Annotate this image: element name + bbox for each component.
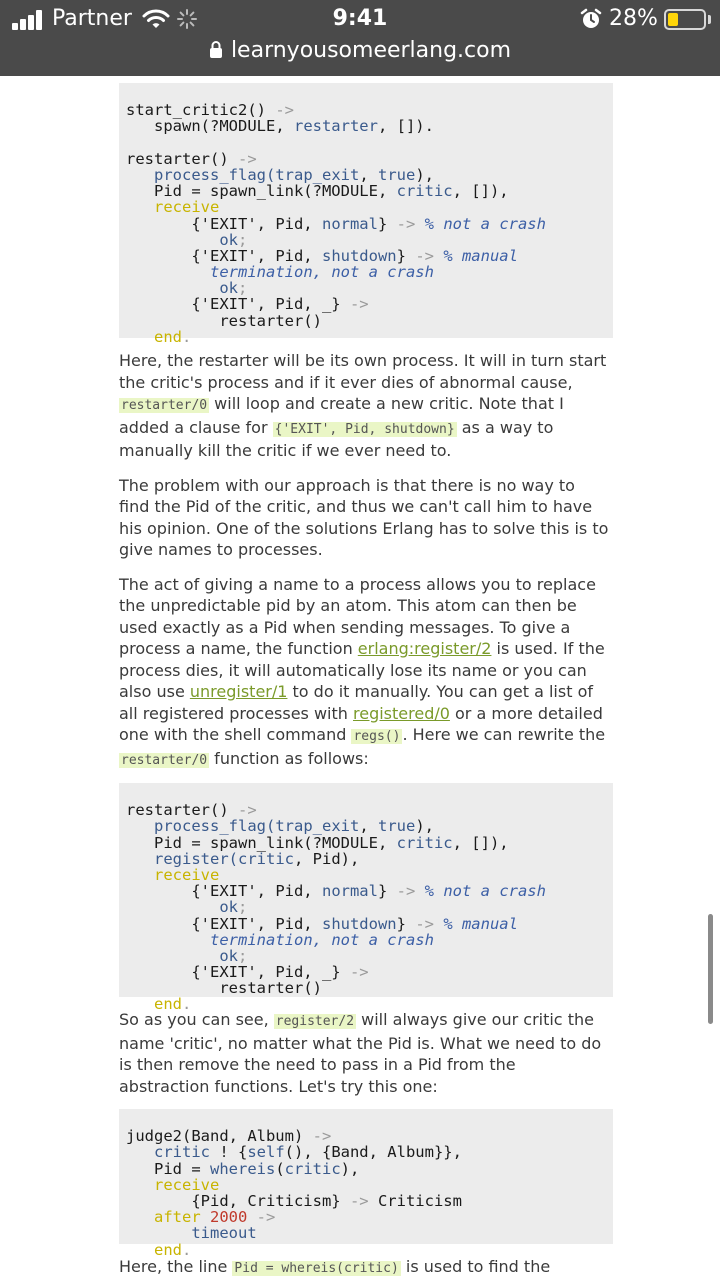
paragraph-pid-problem: The problem with our approach is that there is no way to find the Pid of the critic, and thus we can't call him to have his opinion. One of the solutions Erlang has to solve this is to give names to processes. bbox=[119, 475, 609, 559]
lock-icon bbox=[209, 41, 223, 58]
battery-nub bbox=[708, 15, 711, 24]
link-registered[interactable]: registered/0 bbox=[353, 703, 450, 723]
url-text: learnyousomeerlang.com bbox=[230, 38, 512, 63]
code-block-restarter-v2: restarter() -> process_flag(trap_exit, true), Pid = spawn_link(?MODULE, critic, []), register(critic, Pid), receive {'EXIT', Pid, normal} -> % not a crash ok; {'EXIT', Pid, shutdown} -> % manual termination, not a crash ok; {'EXIT', Pid, _} -> restarter() end. bbox=[119, 783, 613, 997]
carrier-name: Partner bbox=[52, 6, 132, 31]
link-unregister[interactable]: unregister/1 bbox=[189, 682, 288, 701]
paragraph-whereis: Here, the line Pid = whereis(critic) is used to find the bbox=[119, 1257, 551, 1276]
code-block-restarter-v1: start_critic2() -> spawn(?MODULE, restarter, []). restarter() -> process_flag(trap_exit, true), Pid = spawn_link(?MODULE, critic, []), receive {'EXIT', Pid, normal} -> % not a crash ok; {'EXIT', Pid, shutdown} -> % manual termination, not a crash ok; {'EXIT', Pid, _} -> restarter() end. bbox=[119, 83, 613, 338]
alarm-clock-icon bbox=[580, 8, 602, 30]
address-bar[interactable] bbox=[0, 38, 720, 63]
article-content bbox=[119, 76, 613, 1280]
code-block-judge2: judge2(Band, Album) -> critic ! {self(), {Band, Album}}, Pid = whereis(critic), receive {Pid, Criticism} -> Criticism after 2000 -> timeout end. bbox=[119, 1109, 613, 1244]
status-bar bbox=[0, 0, 720, 76]
paragraph-restarter-explanation: Here, the restarter will be its own process. It will in turn start the critic's process and if it ever dies of abnormal cause, restarter/0 will loop and create a new critic. Note that I added a clause for {'EXIT', Pid, shutdown} as a way to manually kill the critic if we ever need to. bbox=[119, 351, 607, 460]
link-erlang-register[interactable]: erlang:register/2 bbox=[357, 639, 492, 658]
page-scrollbar[interactable] bbox=[708, 914, 713, 1024]
battery-percentage: 28% bbox=[609, 6, 658, 31]
clock-time: 9:41 bbox=[332, 6, 388, 31]
battery-icon bbox=[664, 9, 706, 30]
paragraph-register-names: The act of giving a name to a process allows you to replace the unpredictable pid by an atom. This atom can then be used exactly as a Pid when sending messages. To give a process a name, the function erlang:register/2 is used. If the process dies, it will automatically lose its name or you can also use unregister/1 to do it manually. You can get a list of all registered processes with registered/0 or a more detailed one with the shell command regs() . Here we can rewrite the restarter/0 function as follows: bbox=[119, 574, 606, 768]
paragraph-register-explanation: So as you can see, register/2 will always give our critic the name 'critic', no matter what the Pid is. What we need to do is then remove the need to pass in a Pid from the abstraction functions. Let's try this one: bbox=[119, 1010, 602, 1096]
